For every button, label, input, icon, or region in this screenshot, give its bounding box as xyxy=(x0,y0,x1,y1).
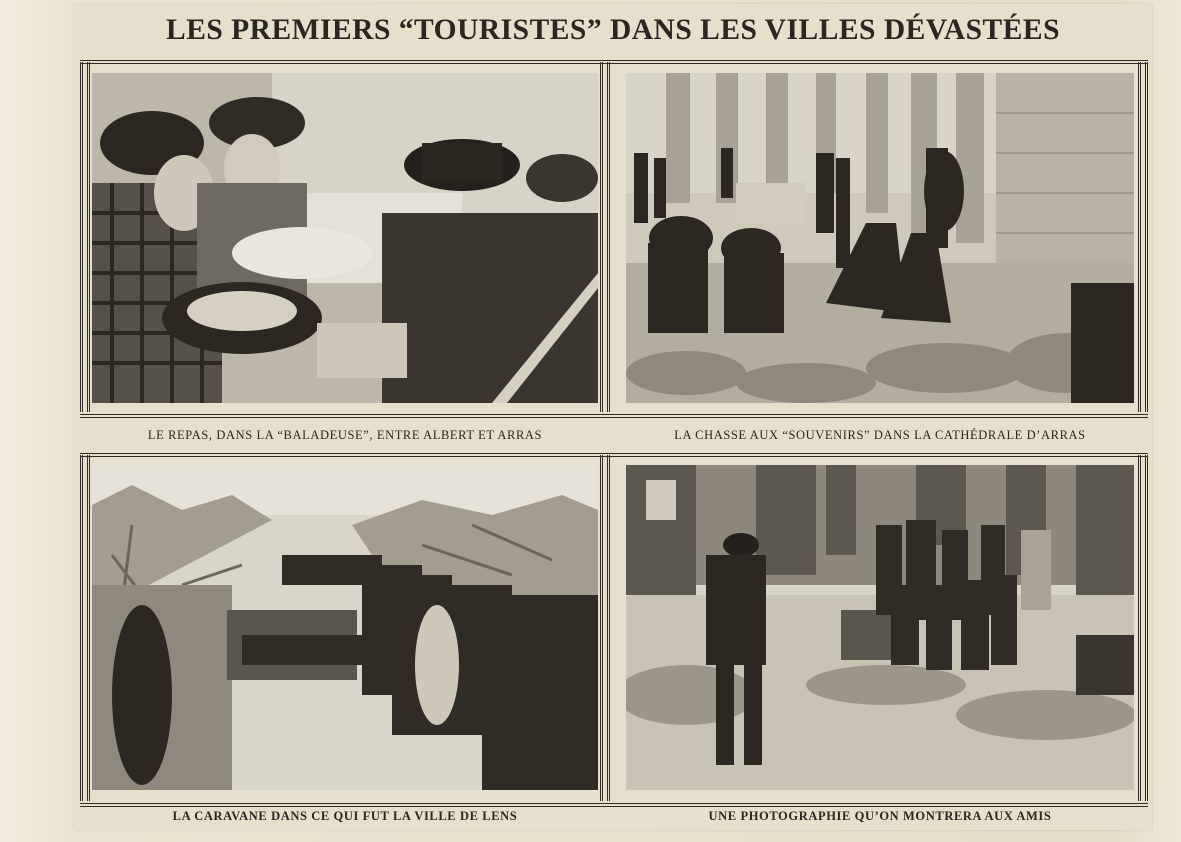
caption-photo-2: LA CHASSE AUX “SOUVENIRS” DANS LA CATHÉDRALE D’ARRAS xyxy=(674,428,1086,442)
rule-middle-top xyxy=(600,62,610,412)
rule-right-bottom xyxy=(1138,455,1148,801)
caption-photo-3: LA CARAVANE DANS CE QUI FUT LA VILLE DE LENS xyxy=(172,809,518,823)
rule-right-top xyxy=(1138,62,1148,412)
photo-cathedral-souvenirs xyxy=(626,73,1134,403)
headline: LES PREMIERS “TOURISTES” DANS LES VILLES DÉVASTÉES xyxy=(166,14,1060,46)
photo-meal-in-car xyxy=(92,73,598,403)
photo-caravan-lens xyxy=(92,465,598,790)
rule-left-bottom xyxy=(80,455,90,801)
caption-photo-1: LE REPAS, DANS LA “BALADEUSE”, ENTRE ALBERT ET ARRAS xyxy=(147,428,543,442)
photo-group-friends xyxy=(626,465,1134,790)
rule-left-top xyxy=(80,62,90,412)
caption-photo-4: UNE PHOTOGRAPHIE QU’ON MONTRERA AUX AMIS xyxy=(708,809,1052,823)
rule-middle-bottom xyxy=(600,455,610,801)
